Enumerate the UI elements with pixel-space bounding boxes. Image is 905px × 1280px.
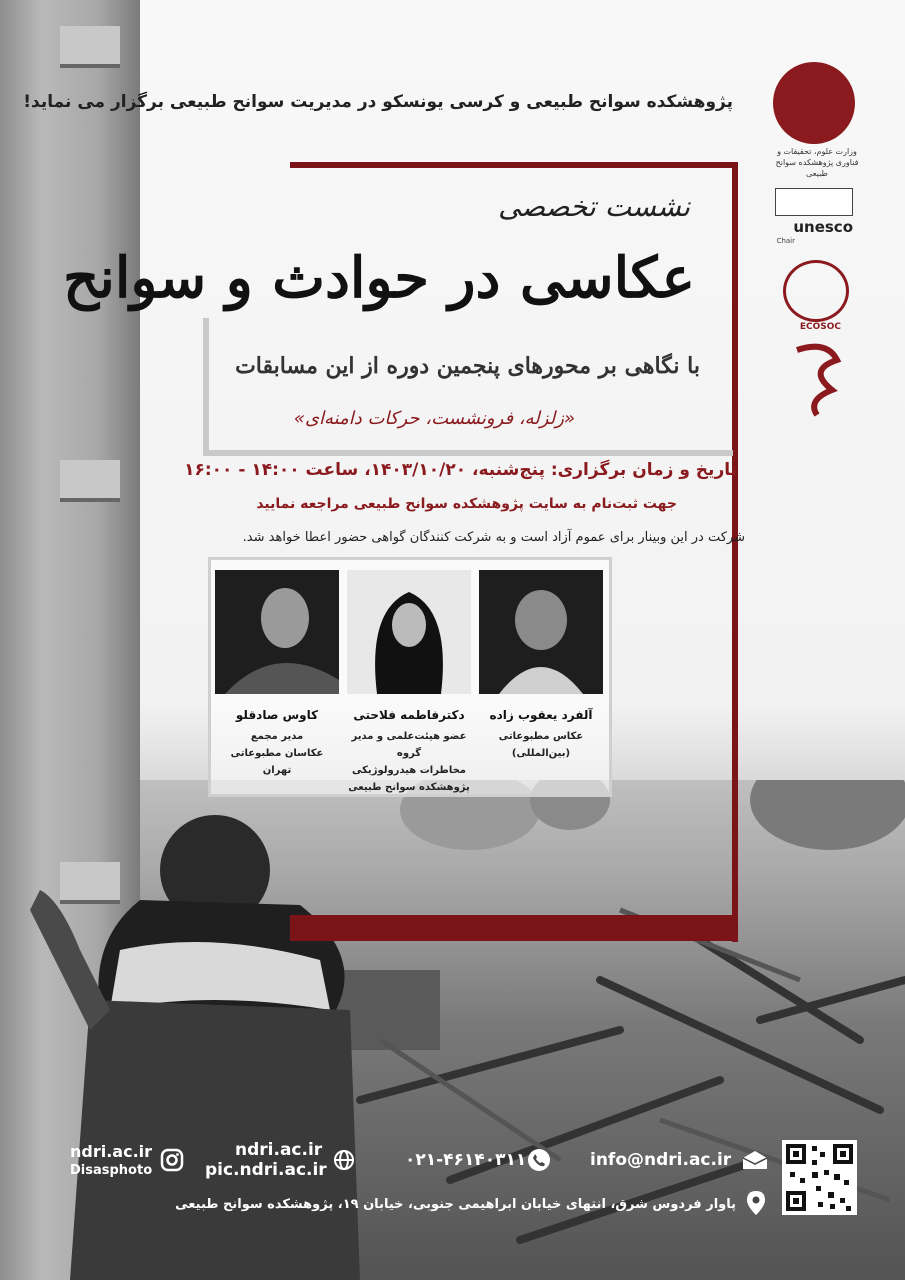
ndri-logo-caption: وزارت علوم، تحقیقات و فناوری پژوهشکده سوانح طبیعی — [775, 147, 859, 178]
event-datetime: تاریخ و زمان برگزاری: پنج‌شنبه، ۱۴۰۳/۱۰/۲۰، ساعت ۱۴:۰۰ - ۱۶:۰۰ — [184, 460, 737, 480]
event-kicker: نشست تخصصی — [498, 190, 690, 223]
free-attendance-note: شرکت در این وبینار برای عموم آزاد است و به شرکت کنندگان گواهی حضور اعطا خواهد شد. — [242, 530, 745, 545]
mail-icon — [742, 1150, 768, 1170]
unesco-emblem — [775, 188, 853, 216]
event-topics: «زلزله، فرونشست، حرکات دامنه‌ای» — [293, 408, 575, 429]
email-address[interactable]: info@ndri.ac.ir — [590, 1150, 732, 1170]
un-emblem-icon — [783, 260, 849, 322]
speaker-photo — [347, 570, 471, 694]
unesco-chair-label: Chair — [776, 237, 795, 245]
unesco-wordmark: unesco — [793, 218, 853, 236]
instagram-site[interactable]: ndri.ac.ir — [70, 1142, 153, 1161]
ndri-logo — [773, 62, 855, 144]
postal-address: پاوار فردوس شرق، انتهای خیابان ابراهیمی جنوبی، خیابان ۱۹، پژوهشکده سوانح طبیعی — [175, 1197, 736, 1212]
speaker-role: عکاس مطبوعاتی (بین‌المللی) — [498, 731, 584, 759]
location-pin-icon — [746, 1190, 766, 1216]
speakers-panel — [208, 557, 612, 797]
instagram-handle[interactable]: Disasphoto — [70, 1163, 153, 1178]
qr-code[interactable] — [782, 1140, 857, 1215]
speaker-card — [215, 570, 339, 779]
speaker-role: عضو هیئت‌علمی و مدیر گروه مخاطرات هیدرولوژیکی پژوهشکده سوانح طبیعی — [348, 731, 470, 793]
pillar-notch — [60, 460, 120, 502]
speaker-name: کاوس صادقلو — [235, 708, 319, 722]
speaker-role: مدیر مجمع عکاسان مطبوعاتی تهران — [230, 731, 324, 776]
event-title: عکاسی در حوادث و سوانح — [63, 245, 695, 311]
globe-icon — [333, 1149, 355, 1171]
phone-number[interactable]: ۰۲۱-۴۶۱۴۰۳۱۱ — [405, 1150, 527, 1170]
event-subtitle: با نگاهی بر محورهای پنجمین دوره از این مسابقات — [235, 353, 700, 379]
speaker-name: آلفرد یعقوب زاده — [489, 708, 593, 722]
speaker-name: دکترفاطمه فلاحتی — [353, 708, 465, 722]
ecosoc-label: ECOSOC — [799, 322, 841, 332]
phone-icon — [527, 1148, 551, 1172]
photo-contest-logo — [787, 340, 847, 420]
speaker-photo — [479, 570, 603, 694]
instagram-icon — [160, 1148, 184, 1172]
speaker-photo — [215, 570, 339, 694]
organizer-announcement: پژوهشکده سوانح طبیعی و کرسی یونسکو در مدیریت سوانح طبیعی برگزار می نماید! — [23, 92, 733, 112]
website-2[interactable]: pic.ndri.ac.ir — [205, 1160, 327, 1180]
red-frame-bottom — [290, 915, 738, 941]
registration-note: جهت ثبت‌نام به سایت پژوهشکده سوانح طبیعی مراجعه نمایید — [256, 496, 677, 512]
gray-frame — [203, 318, 733, 456]
website-1[interactable]: ndri.ac.ir — [235, 1140, 323, 1160]
speaker-card — [347, 570, 471, 796]
speaker-card — [479, 570, 603, 762]
pillar-notch — [60, 26, 120, 68]
